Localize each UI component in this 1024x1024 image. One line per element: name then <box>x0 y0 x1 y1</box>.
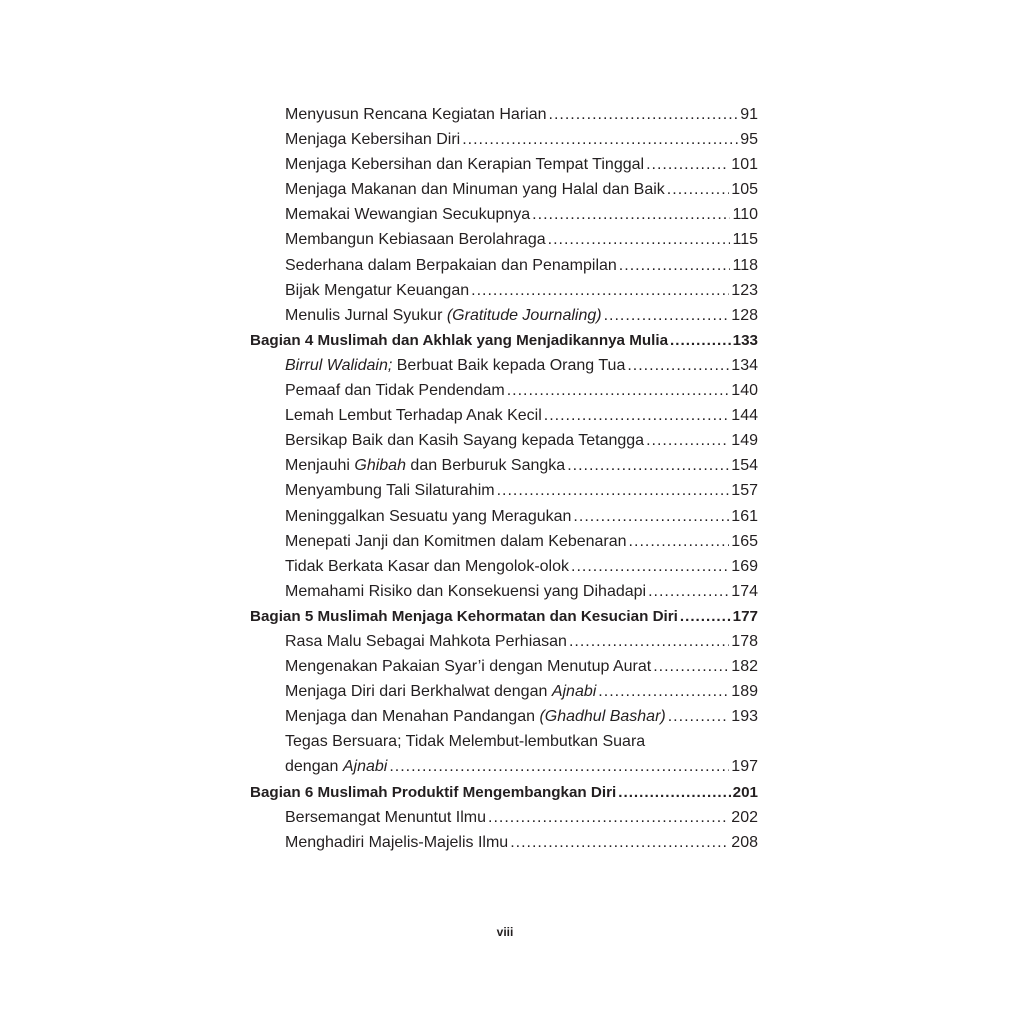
toc-entry <box>250 278 758 303</box>
toc-entry-title-text: dengan <box>285 758 343 776</box>
toc-page-number: 154 <box>731 457 758 475</box>
toc-entry <box>250 403 758 428</box>
toc-entry-title-text: Bagian 6 Muslimah Produktif Mengembangkan Diri <box>250 783 617 801</box>
toc-entry-title-text: Bagian 5 Muslimah Menjaga Kehormatan dan Kesucian Diri <box>250 607 678 625</box>
toc-entry-title <box>285 278 469 303</box>
toc-page-number: 91 <box>740 106 758 123</box>
toc-entry-title <box>285 504 571 529</box>
toc-entry-title-italic: Ajnabi <box>551 683 597 701</box>
toc-entry-title <box>285 830 508 855</box>
dot-leader <box>619 253 731 278</box>
toc-entry-title-text: Memahami Risiko dan Konsekuensi yang Dihadapi <box>285 582 647 600</box>
toc-entry-title <box>285 478 495 503</box>
toc-entry-title <box>285 152 644 177</box>
toc-page-number: 118 <box>732 256 758 274</box>
toc-page-number: 149 <box>731 432 758 450</box>
toc-entry-title <box>250 780 616 805</box>
dot-leader <box>567 453 729 478</box>
toc-entry-title <box>285 754 387 779</box>
toc-entry-title <box>285 177 665 202</box>
toc-page-number: 140 <box>731 382 758 400</box>
toc-page-number: 178 <box>731 632 758 650</box>
toc-entry-title <box>285 303 602 328</box>
dot-leader <box>618 780 730 805</box>
toc-entry <box>250 754 758 779</box>
dot-leader <box>548 227 731 252</box>
dot-leader <box>549 102 739 127</box>
toc-entry-title-italic: Ajnabi <box>342 758 388 776</box>
toc-entry-title-text: Menulis Jurnal Syukur <box>285 306 447 324</box>
dot-leader <box>667 177 730 202</box>
dot-leader <box>507 378 730 403</box>
dot-leader <box>488 805 729 830</box>
toc-entry-title <box>285 428 644 453</box>
toc-entry-title <box>285 529 627 554</box>
toc-entry-title-italic: (Gratitude Journaling) <box>446 306 602 324</box>
toc-entry-title-italic: Ghibah <box>354 457 406 475</box>
toc-entry-title <box>285 554 569 579</box>
toc-entry <box>250 152 758 177</box>
toc-entry-title <box>285 378 505 403</box>
toc-entry-title-text: Berbuat Baik kepada Orang Tua <box>392 356 626 374</box>
toc-page-number: 182 <box>731 658 758 676</box>
toc-entry-title-text: Bijak Mengatur Keuangan <box>285 281 470 299</box>
toc-page-number: 110 <box>732 206 758 224</box>
dot-leader <box>510 830 729 855</box>
table-of-contents <box>250 102 758 855</box>
dot-leader <box>471 278 729 303</box>
toc-part-entry <box>250 780 758 805</box>
toc-entry-title-text: Menghadiri Majelis-Majelis Ilmu <box>285 833 509 851</box>
toc-part-entry <box>250 604 758 629</box>
toc-entry-title-text: Menjaga Diri dari Berkhalwat dengan <box>285 683 552 701</box>
toc-entry-title-text: Pemaaf dan Tidak Pendendam <box>285 382 505 400</box>
toc-entry-title-text: Menjaga dan Menahan Pandangan <box>285 708 540 726</box>
toc-entry-title <box>285 654 651 679</box>
toc-entry-title <box>250 604 678 629</box>
toc-entry <box>250 202 758 227</box>
toc-entry <box>250 830 758 855</box>
toc-page-number: 95 <box>740 131 758 149</box>
toc-page-number: 133 <box>732 331 758 349</box>
toc-entry-title <box>285 629 567 654</box>
dot-leader <box>573 504 729 529</box>
toc-entry-title <box>285 453 565 478</box>
dot-leader <box>629 529 730 554</box>
toc-entry-title-text: Tegas Bersuara; Tidak Melembut-lembutkan Suara <box>285 733 646 751</box>
toc-entry-title <box>285 805 486 830</box>
toc-entry <box>250 704 758 729</box>
toc-page-number: 144 <box>731 407 758 425</box>
toc-entry <box>250 729 758 754</box>
toc-entry-title-italic: Birrul Walidain; <box>285 356 393 374</box>
dot-leader <box>646 428 729 453</box>
toc-entry-title-text: dan Berburuk Sangka <box>405 457 566 475</box>
toc-entry <box>250 579 758 604</box>
toc-page-number: 169 <box>731 557 758 575</box>
toc-page-number: 202 <box>731 808 758 826</box>
toc-page-number: 197 <box>731 758 758 776</box>
dot-leader <box>598 679 729 704</box>
toc-entry <box>250 177 758 202</box>
toc-entry <box>250 453 758 478</box>
toc-entry-title-text: Menjauhi <box>285 457 355 475</box>
toc-entry-title-text: Mengenakan Pakaian Syar’i dengan Menutup Aurat <box>285 658 652 676</box>
toc-entry-title-text: Bagian 4 Muslimah dan Akhlak yang Menjadikannya Mulia <box>250 331 669 349</box>
toc-entry-title <box>285 127 460 152</box>
toc-entry-title-text: Meninggalkan Sesuatu yang Meragukan <box>285 507 572 525</box>
toc-entry-title <box>285 733 645 750</box>
toc-entry <box>250 629 758 654</box>
toc-page-number: 189 <box>731 683 758 701</box>
toc-entry-title <box>285 679 596 704</box>
toc-entry-title-text: Rasa Malu Sebagai Mahkota Perhiasan <box>285 632 567 650</box>
toc-page-number: 115 <box>732 231 758 249</box>
toc-entry-title-italic: (Ghadhul Bashar) <box>539 708 666 726</box>
dot-leader <box>389 754 729 779</box>
toc-page-number: 101 <box>731 156 758 174</box>
dot-leader <box>497 478 730 503</box>
toc-entry-title-text: Menyambung Tali Silaturahim <box>285 482 495 500</box>
toc-entry-title-text: Menyusun Rencana Kegiatan Harian <box>285 106 547 123</box>
toc-entry-title <box>285 403 542 428</box>
toc-entry-title <box>285 227 546 252</box>
toc-entry-title <box>285 253 617 278</box>
dot-leader <box>571 554 729 579</box>
toc-entry <box>250 353 758 378</box>
toc-entry <box>250 378 758 403</box>
toc-entry-title-text: Tidak Berkata Kasar dan Mengolok-olok <box>285 557 569 575</box>
dot-leader <box>646 152 729 177</box>
dot-leader <box>532 202 730 227</box>
toc-entry-title <box>250 328 668 353</box>
toc-page-number: 201 <box>732 783 758 801</box>
dot-leader <box>648 579 729 604</box>
toc-entry-title-text: Membangun Kebiasaan Berolahraga <box>285 231 546 249</box>
dot-leader <box>680 604 731 629</box>
toc-entry <box>250 303 758 328</box>
toc-entry <box>250 478 758 503</box>
dot-leader <box>668 704 730 729</box>
toc-page-number: 123 <box>731 281 758 299</box>
toc-page-number: 193 <box>731 708 758 726</box>
toc-entry-title <box>285 353 625 378</box>
toc-page-number: 165 <box>731 532 758 550</box>
toc-entry <box>250 504 758 529</box>
toc-entry-title-text: Menepati Janji dan Komitmen dalam Kebenaran <box>285 532 627 550</box>
toc-entry <box>250 679 758 704</box>
toc-page-number: 177 <box>732 607 758 625</box>
dot-leader <box>604 303 730 328</box>
toc-part-entry <box>250 328 758 353</box>
toc-entry-title <box>285 579 646 604</box>
dot-leader <box>462 127 738 152</box>
toc-entry-title <box>285 704 666 729</box>
toc-entry-title-text: Menjaga Kebersihan dan Kerapian Tempat Tinggal <box>285 156 645 174</box>
dot-leader <box>569 629 729 654</box>
dot-leader <box>627 353 729 378</box>
toc-entry <box>250 227 758 252</box>
dot-leader <box>653 654 729 679</box>
toc-entry-title-text: Menjaga Kebersihan Diri <box>285 131 461 149</box>
toc-entry-title-text: Bersemangat Menuntut Ilmu <box>285 808 486 826</box>
toc-entry-title <box>285 102 547 127</box>
toc-entry-title-text: Bersikap Baik dan Kasih Sayang kepada Tetangga <box>285 432 645 450</box>
toc-entry <box>250 654 758 679</box>
toc-entry-title-text: Sederhana dalam Berpakaian dan Penampilan <box>285 256 617 274</box>
toc-entry-title <box>285 202 530 227</box>
toc-entry <box>250 428 758 453</box>
toc-page-number: 128 <box>731 306 758 324</box>
toc-page-number: 105 <box>731 181 758 199</box>
toc-page-number: 161 <box>731 507 758 525</box>
toc-page-number: 157 <box>731 482 758 500</box>
toc-page-number: 208 <box>731 833 758 851</box>
toc-entry <box>250 102 758 127</box>
toc-page-number: 134 <box>731 356 758 374</box>
dot-leader <box>544 403 730 428</box>
toc-entry <box>250 805 758 830</box>
toc-entry-title-text: Menjaga Makanan dan Minuman yang Halal dan Baik <box>285 181 665 199</box>
toc-entry <box>250 127 758 152</box>
toc-entry <box>250 529 758 554</box>
toc-page-number: 174 <box>731 582 758 600</box>
page-number: viii <box>496 925 514 939</box>
toc-entry <box>250 554 758 579</box>
toc-entry-title-text: Lemah Lembut Terhadap Anak Kecil <box>285 407 542 425</box>
toc-entry <box>250 253 758 278</box>
toc-entry-title-text: Memakai Wewangian Secukupnya <box>285 206 531 224</box>
dot-leader <box>670 328 731 353</box>
